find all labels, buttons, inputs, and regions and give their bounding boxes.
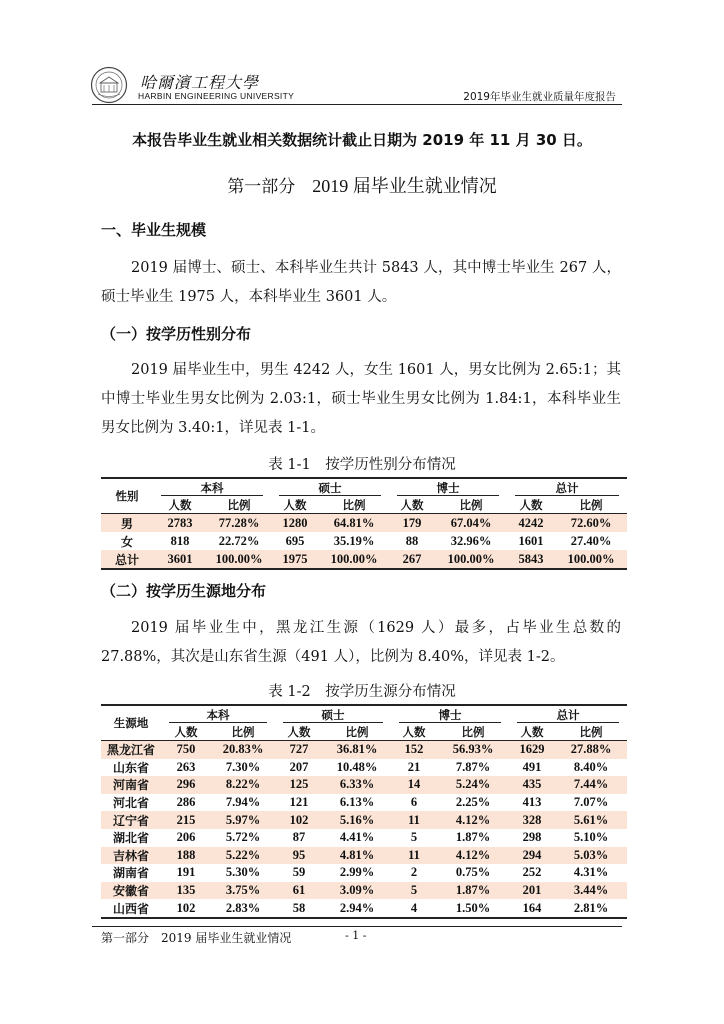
footer-divider [92,926,622,927]
table-cell: 21 [407,759,421,774]
row-label: 男 [101,514,153,533]
table-cell: 435 [509,776,555,794]
table-cell: 11 [391,847,437,865]
table-cell: 191 [176,865,196,880]
table-cell: 298 [522,830,542,845]
column-subheader: 人数 [520,724,544,739]
table-row [101,741,627,759]
table-cell: 328 [509,811,555,829]
table-subheader-row [101,496,627,514]
university-name-cn: 哈爾濱工程大學 [140,73,260,92]
column-subheader: 比例 [461,724,485,739]
table-cell: 27.40% [570,533,612,548]
column-group-header: 本科 [153,478,271,496]
table-cell: 5.24% [437,776,509,794]
table-cell: 56.93% [437,741,509,759]
university-seal-icon [90,66,128,104]
table-cell: 20.83% [211,741,275,759]
section-heading-scale: 一、毕业生规模 [101,221,207,239]
row-header-label: 生源地 [113,716,149,730]
table-cell: 22.72% [218,533,260,548]
column-subheader: 人数 [174,724,198,739]
column-group-header: 本科 [161,705,275,723]
table-cell: 2.94% [339,900,375,915]
table-cell: 11 [391,811,437,829]
table-cell: 7.07% [573,795,609,810]
table-cell: 286 [176,795,196,810]
table-cell: 2783 [153,514,207,533]
column-subheader: 比例 [579,497,603,512]
table-cell: 100.00% [555,550,627,569]
table-cell: 3.75% [211,882,275,900]
table-cell: 100.00% [207,550,271,569]
table-cell: 0.75% [455,865,491,880]
paragraph-gender: 2019 届毕业生中，男生 4242 人，女生 1601 人，男女比例为 2.65:1；其中博士毕业生男女比例为 2.03:1，硕士毕业生男女比例为 1.84:1，本科毕业生男女比例为 3.40:1，详见表 1-1。 [101,362,621,436]
table-row [101,829,627,847]
row-label: 湖南省 [112,866,149,881]
column-group-header: 总计 [509,705,627,723]
column-group-header: 博士 [389,478,507,496]
row-label: 总计 [101,550,153,569]
table-cell: 5.61% [555,811,627,829]
table-cell: 125 [275,776,323,794]
table-cell: 87 [292,830,306,845]
table-cell: 5.30% [225,865,261,880]
table-cell: 2.81% [573,900,609,915]
table-cell: 750 [161,741,211,759]
column-subheader: 比例 [579,724,603,739]
table-cell: 267 [389,550,435,569]
gender-distribution-table [101,477,627,570]
table-cell: 5843 [507,550,555,569]
subsection-heading-gender: （一）按学历性别分布 [101,325,252,343]
table-cell: 2.83% [225,900,261,915]
table-cell: 1975 [271,550,319,569]
table-cell: 4242 [507,514,555,533]
table-cell: 2.25% [455,795,491,810]
table-cell: 100.00% [319,550,389,569]
table-cell: 206 [176,830,196,845]
data-cutoff-notice: 本报告毕业生就业相关数据统计截止日期为 2019 年 11 月 30 日。 [132,131,592,149]
table-cell: 32.96% [450,533,492,548]
table-cell: 188 [161,847,211,865]
table-cell: 2 [410,865,418,880]
table-row [101,776,627,794]
table-cell: 1629 [509,741,555,759]
column-subheader: 人数 [283,497,307,512]
paragraph-scale: 2019 届博士、硕士、本科毕业生共计 5843 人，其中博士毕业生 267 人，硕士毕业生 1975 人，本科毕业生 3601 人。 [101,260,621,305]
table-cell: 2.99% [339,865,375,880]
column-subheader: 人数 [400,497,424,512]
row-label: 山东省 [112,760,149,775]
table2-caption: 表 1-2 按学历生源分布情况 [268,684,456,700]
column-group-header: 总计 [507,478,627,496]
table-cell: 67.04% [435,514,507,533]
row-label: 女 [120,534,133,549]
column-subheader: 比例 [459,497,483,512]
table-cell: 5 [410,830,418,845]
table-cell: 4.31% [573,865,609,880]
header-divider [92,104,622,105]
table-cell: 1601 [518,533,544,548]
table-cell: 695 [285,533,305,548]
table-cell: 5.16% [323,811,391,829]
column-subheader: 比例 [231,724,255,739]
table-cell: 88 [405,533,419,548]
table-cell: 296 [161,776,211,794]
table-cell: 1280 [271,514,319,533]
table-cell: 7.87% [455,759,491,774]
table-cell: 5.22% [211,847,275,865]
report-title: 2019年毕业生就业质量年度报告 [463,91,616,103]
table-header-row [101,705,627,723]
table-cell: 8.22% [211,776,275,794]
table-cell: 1.87% [437,882,509,900]
table-cell: 1.87% [455,830,491,845]
table-cell: 7.30% [225,759,261,774]
table-cell: 95 [275,847,323,865]
table-cell: 6.13% [339,795,375,810]
table-cell: 64.81% [319,514,389,533]
table-cell: 5.72% [225,830,261,845]
table1-caption: 表 1-1 按学历性别分布情况 [268,457,456,473]
column-subheader: 比例 [345,724,369,739]
origin-distribution-table [101,704,627,919]
column-subheader: 人数 [168,497,192,512]
table-cell: 1.50% [455,900,491,915]
table-cell: 413 [522,795,542,810]
table-cell: 4.12% [437,847,509,865]
table-cell: 5.97% [211,811,275,829]
table-cell: 3.44% [555,882,627,900]
column-group-header: 博士 [391,705,509,723]
table-cell: 3.09% [323,882,391,900]
column-group-header: 硕士 [275,705,391,723]
row-label: 河南省 [101,776,161,794]
table-cell: 215 [161,811,211,829]
table-cell: 5.03% [555,847,627,865]
row-label: 黑龙江省 [101,741,161,759]
table-cell: 7.44% [555,776,627,794]
table-cell: 121 [289,795,309,810]
table-cell: 179 [389,514,435,533]
table-cell: 263 [176,759,196,774]
row-label: 安徽省 [101,882,161,900]
table-row [101,550,627,569]
table-cell: 4.41% [339,830,375,845]
column-subheader: 人数 [519,497,543,512]
page-header [0,0,724,105]
paragraph-origin: 2019 届毕业生中，黑龙江生源（1629 人）最多，占毕业生总数的 27.88%，其次是山东省生源（491 人），比例为 8.40%，详见表 1-2。 [101,620,621,665]
table-row [101,811,627,829]
table-cell: 252 [522,865,542,880]
table-cell: 727 [275,741,323,759]
table-row [101,514,627,533]
table-cell: 135 [161,882,211,900]
part-title-text: 2019 届毕业生就业情况 [312,176,497,196]
row-label: 辽宁省 [101,811,161,829]
table-row [101,847,627,865]
column-subheader: 人数 [402,724,426,739]
table-cell: 102 [275,811,323,829]
table-cell: 8.40% [573,759,609,774]
table-cell: 491 [522,759,542,774]
table-cell: 36.81% [323,741,391,759]
table-cell: 6 [410,795,418,810]
table-cell: 4.12% [437,811,509,829]
table-cell: 14 [391,776,437,794]
table-row [101,899,627,918]
table-row [101,882,627,900]
table-cell: 100.00% [435,550,507,569]
table-cell: 35.19% [333,533,375,548]
row-label: 湖北省 [112,831,149,846]
column-subheader: 比例 [342,497,366,512]
table-cell: 5.10% [573,830,609,845]
table-row [101,864,627,882]
row-header-label: 性别 [115,489,139,503]
table-cell: 818 [170,533,190,548]
row-label: 吉林省 [101,847,161,865]
table-cell: 207 [289,759,309,774]
part-title [0,172,724,198]
table-cell: 6.33% [323,776,391,794]
column-subheader: 比例 [227,497,251,512]
table-row [101,794,627,812]
table-header-row [101,478,627,496]
table-cell: 72.60% [555,514,627,533]
part-label: 第一部分 [227,177,296,197]
table-cell: 5 [391,882,437,900]
table-cell: 4.81% [323,847,391,865]
row-label: 河北省 [112,796,149,811]
table-cell: 61 [275,882,323,900]
table-cell: 3601 [153,550,207,569]
table-cell: 10.48% [336,759,378,774]
table-cell: 152 [391,741,437,759]
footer-section: 第一部分 2019 届毕业生就业情况 [101,931,292,945]
table-subheader-row [101,723,627,741]
column-group-header: 硕士 [271,478,389,496]
university-name-en: HARBIN ENGINEERING UNIVERSITY [138,91,295,101]
column-subheader: 人数 [287,724,311,739]
table-cell: 4 [410,900,418,915]
table-row [101,759,627,777]
table-cell: 27.88% [555,741,627,759]
table-cell: 294 [509,847,555,865]
table-cell: 201 [509,882,555,900]
table-cell: 164 [522,900,542,915]
table-cell: 102 [176,900,196,915]
table-row [101,532,627,550]
table-cell: 77.28% [207,514,271,533]
table-cell: 7.94% [225,795,261,810]
subsection-heading-origin: （二）按学历生源地分布 [101,582,267,600]
row-label: 山西省 [112,901,149,916]
table-cell: 58 [292,900,306,915]
table-cell: 59 [292,865,306,880]
page-number: - 1 - [345,929,367,942]
